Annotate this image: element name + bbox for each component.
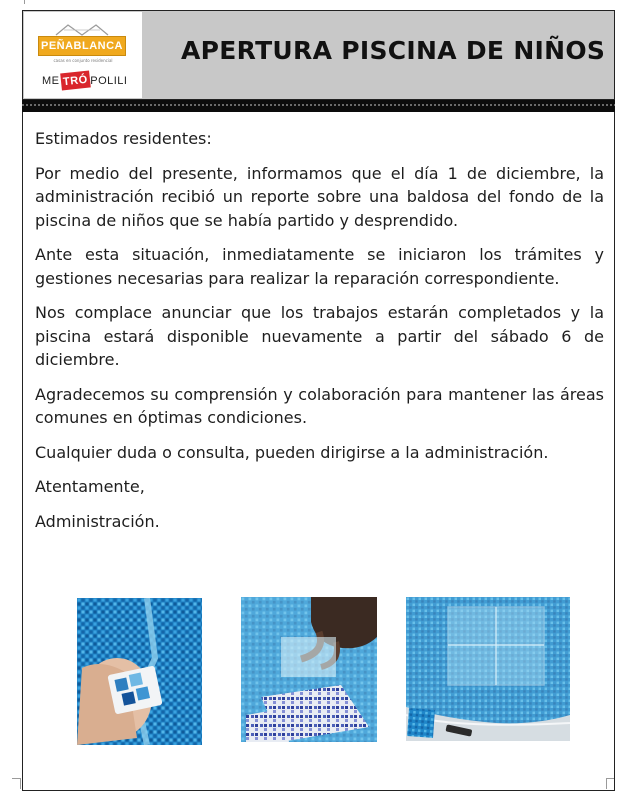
letter-paragraph: Cualquier duda o consulta, pueden dirigirse a la administración. (35, 442, 549, 462)
letter-paragraph: Agradecemos su comprensión y colaboración para mantener las áreas comunes en óptimas condiciones. (35, 384, 604, 427)
letter-paragraph: Nos complace anunciar que los trabajos estarán completados y la piscina estará disponible nuevamente a partir del sábado 6 de diciembre. (35, 303, 604, 369)
logo-subbrand-post: POLILI (90, 74, 128, 87)
logo-subbrand-mid: TRÓ (60, 71, 90, 91)
notice-title: APERTURA PISCINA DE NIÑOS (181, 36, 606, 65)
logo-brand-text: PEÑABLANCA (41, 40, 123, 52)
crop-mark-top-left (24, 0, 35, 4)
letter-signature: Administración. (35, 511, 160, 531)
logo-brand-band (38, 36, 126, 56)
header-divider (22, 100, 615, 112)
logo-roof-icon (54, 22, 110, 36)
letter-greeting: Estimados residentes: (35, 129, 212, 148)
logo-subbrand-pre: ME (42, 74, 60, 87)
photo-broken-tile (77, 598, 202, 745)
crop-mark-bottom-left (12, 778, 21, 789)
logo (24, 12, 142, 98)
photo-repaired-floor (406, 597, 570, 741)
letter-paragraph: Por medio del presente, informamos que el día 1 de diciembre, la administración recibió un reporte sobre una baldosa del fondo de la piscina de niños que se había partido y desprendido. (35, 163, 604, 230)
notice-header (22, 10, 615, 100)
logo-subbrand (42, 72, 127, 89)
photo-repair-work (241, 597, 377, 742)
header-divider-pattern (22, 104, 615, 106)
letter-body (35, 127, 604, 544)
letter-paragraph: Ante esta situación, inmediatamente se iniciaron los trámites y gestiones necesarias para realizar la reparación correspondiente. (35, 245, 604, 288)
logo-tagline: casas en conjunto residencial (53, 58, 113, 63)
letter-closing: Atentamente, (35, 477, 145, 496)
